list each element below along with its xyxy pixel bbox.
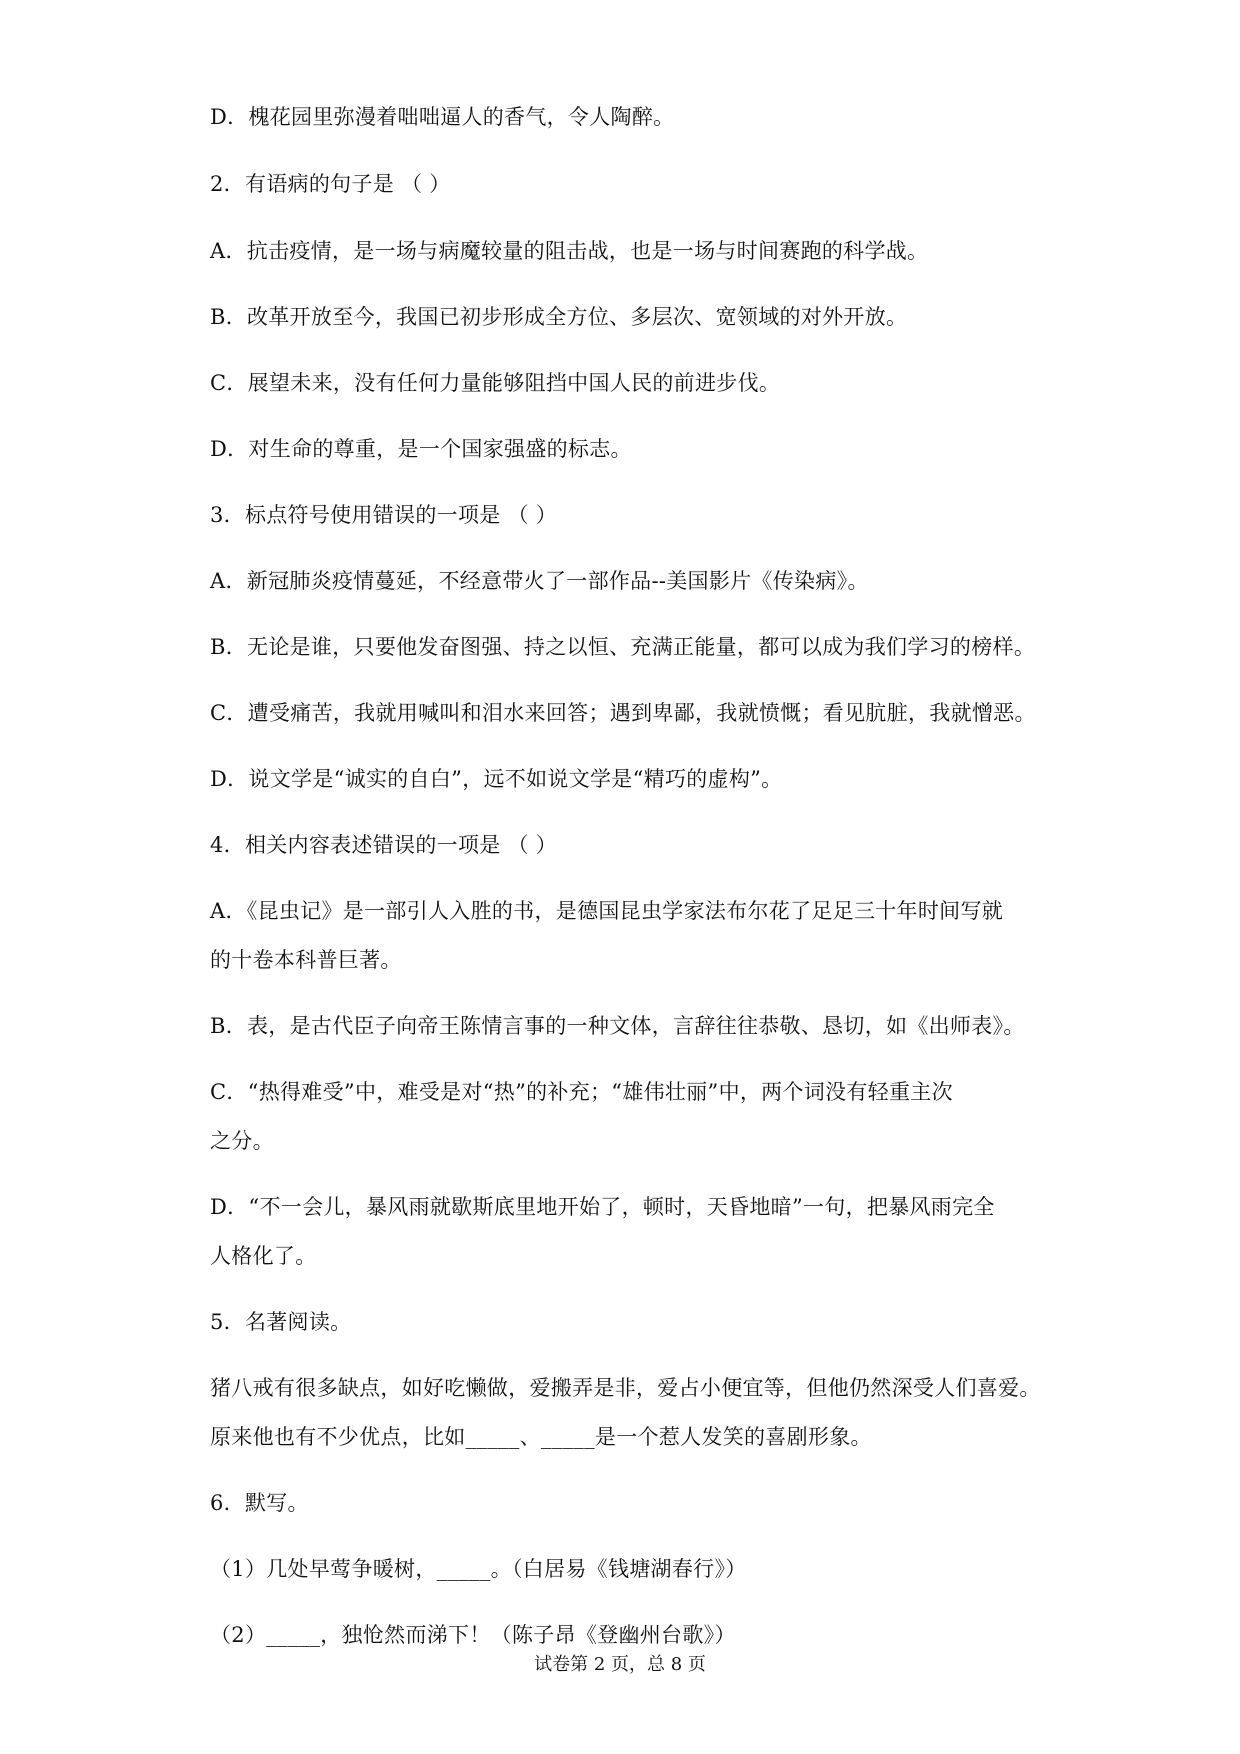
- option-1d: D．槐花园里弥漫着咄咄逼人的香气，令人陶醉。: [210, 105, 675, 129]
- question-5: 5．名著阅读。: [210, 1310, 352, 1334]
- option-4c: C．“热得难受”中，难受是对“热”的补充；“雄伟壮丽”中，两个词没有轻重主次: [210, 1080, 953, 1104]
- question-4: 4．相关内容表述错误的一项是 （ ）: [210, 833, 558, 857]
- option-3d: D．说文学是“诚实的自白”，远不如说文学是“精巧的虚构”。: [210, 767, 783, 791]
- option-2d: D．对生命的尊重，是一个国家强盛的标志。: [210, 437, 632, 461]
- option-2b: B．改革开放至今，我国已初步形成全方位、多层次、宽领域的对外开放。: [210, 305, 908, 329]
- option-4d-cont: 人格化了。: [210, 1244, 317, 1268]
- option-4b: B．表，是古代臣子向帝王陈情言事的一种文体，言辞往往恭敬、恳切，如《出师表》。: [210, 1014, 1025, 1038]
- option-3a: A．新冠肺炎疫情蔓延，不经意带火了一部作品--美国影片《传染病》。: [210, 569, 869, 593]
- option-2c: C．展望未来，没有任何力量能够阻挡中国人民的前进步伐。: [210, 371, 781, 395]
- question-6-item-2: （2）_____，独怆然而涕下！（陈子昂《登幽州台歌》）: [210, 1623, 736, 1647]
- option-4a-cont: 的十卷本科普巨著。: [210, 948, 402, 972]
- option-3b: B．无论是谁，只要他发奋图强、持之以恒、充满正能量，都可以成为我们学习的榜样。: [210, 635, 1036, 659]
- question-5-body: 猪八戒有很多缺点，如好吃懒做，爱搬弄是非，爱占小便宜等，但他仍然深受人们喜爱。: [210, 1376, 1041, 1400]
- page-footer: 试卷第 2 页，总 8 页: [534, 1654, 706, 1675]
- question-5-body-cont: 原来他也有不少优点，比如_____、_____是一个惹人发笑的喜剧形象。: [210, 1425, 872, 1449]
- option-4c-cont: 之分。: [210, 1129, 274, 1153]
- option-4d: D．“不一会儿，暴风雨就歇斯底里地开始了，顿时，天昏地暗”一句，把暴风雨完全: [210, 1195, 995, 1219]
- question-6: 6．默写。: [210, 1491, 309, 1515]
- option-4a: A．《昆虫记》是一部引人入胜的书，是德国昆虫学家法布尔花了足足三十年时间写就: [210, 899, 1004, 923]
- question-6-item-1: （1）几处早莺争暖树，_____。（白居易《钱塘湖春行》）: [210, 1557, 747, 1581]
- question-2: 2．有语病的句子是 （ ）: [210, 172, 451, 196]
- question-3: 3．标点符号使用错误的一项是 （ ）: [210, 503, 558, 527]
- option-3c: C．遭受痛苦，我就用喊叫和泪水来回答；遇到卑鄙，我就愤慨；看见肮脏，我就憎恶。: [210, 701, 1036, 725]
- option-2a: A．抗击疫情，是一场与病魔较量的阻击战，也是一场与时间赛跑的科学战。: [210, 239, 929, 263]
